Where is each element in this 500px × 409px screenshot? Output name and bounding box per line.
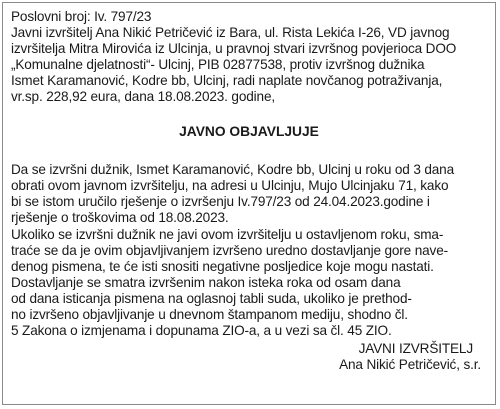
body-line: od dana isticanja pismena na oglasnoj tabli suda, ukoliko je prethod- bbox=[11, 291, 412, 306]
body-line: obrati ovom javnom izvršitelju, na adresi u Ulcinju, Mujo Ulcinjaku 71, kako bbox=[11, 178, 449, 193]
intro-line: izvršitelja Mitra Mirovića iz Ulcinja, u pravnoj stvari izvršnog povjerioca DOO bbox=[11, 41, 457, 56]
body-line: 5 Zakona o izmjenama i dopunama ZIO-a, a u vezi sa čl. 45 ZIO. bbox=[11, 323, 392, 338]
body-line: denog pismena, te će isti snositi negativne posljedice koje mogu nastati. bbox=[11, 259, 434, 274]
body-line: Dostavljanje se smatra izvršenim nakon isteka roka od osam dana bbox=[11, 275, 401, 290]
body-line: bi se istom uručilo rješenje o izvršenju Iv.797/23 od 24.04.2023.godine i bbox=[11, 194, 430, 209]
intro-line: vr.sp. 228,92 eura, dana 18.08.2023. godine, bbox=[11, 89, 275, 104]
signature-role: JAVNI IZVRŠITELJ bbox=[358, 341, 473, 356]
signature-name: Ana Nikić Petričević, s.r. bbox=[339, 357, 481, 372]
body-line: no izvršeno objavljivanje u dnevnom štampanom mediju, shodno čl. bbox=[11, 307, 408, 322]
notice-title: JAVNO OBJAVLJUJE bbox=[179, 124, 319, 139]
case-number: Poslovni broj: Iv. 797/23 bbox=[11, 9, 152, 24]
public-notice bbox=[2, 2, 496, 405]
body-line: traće se da je ovim objavljivanjem izvršeno uredno dostavljanje gore nave- bbox=[11, 243, 448, 258]
body-line: rješenje o troškovima od 18.08.2023. bbox=[11, 210, 229, 225]
body-line: Ukoliko se izvršni dužnik ne javi ovom izvršitelju u ostavljenom roku, sma- bbox=[11, 227, 444, 242]
intro-line: Ismet Karamanović, Kodre bb, Ulcinj, radi naplate novčanog potraživanja, bbox=[11, 73, 443, 88]
body-line: Da se izvršni dužnik, Ismet Karamanović, Kodre bb, Ulcinj u roku od 3 dana bbox=[11, 162, 454, 177]
intro-line: Javni izvršitelj Ana Nikić Petričević iz Bara, ul. Rista Lekića I-26, VD javnog bbox=[11, 25, 450, 40]
intro-line: „Komunalne djelatnosti“- Ulcinj, PIB 02877538, protiv izvršnog dužnika bbox=[11, 57, 425, 72]
